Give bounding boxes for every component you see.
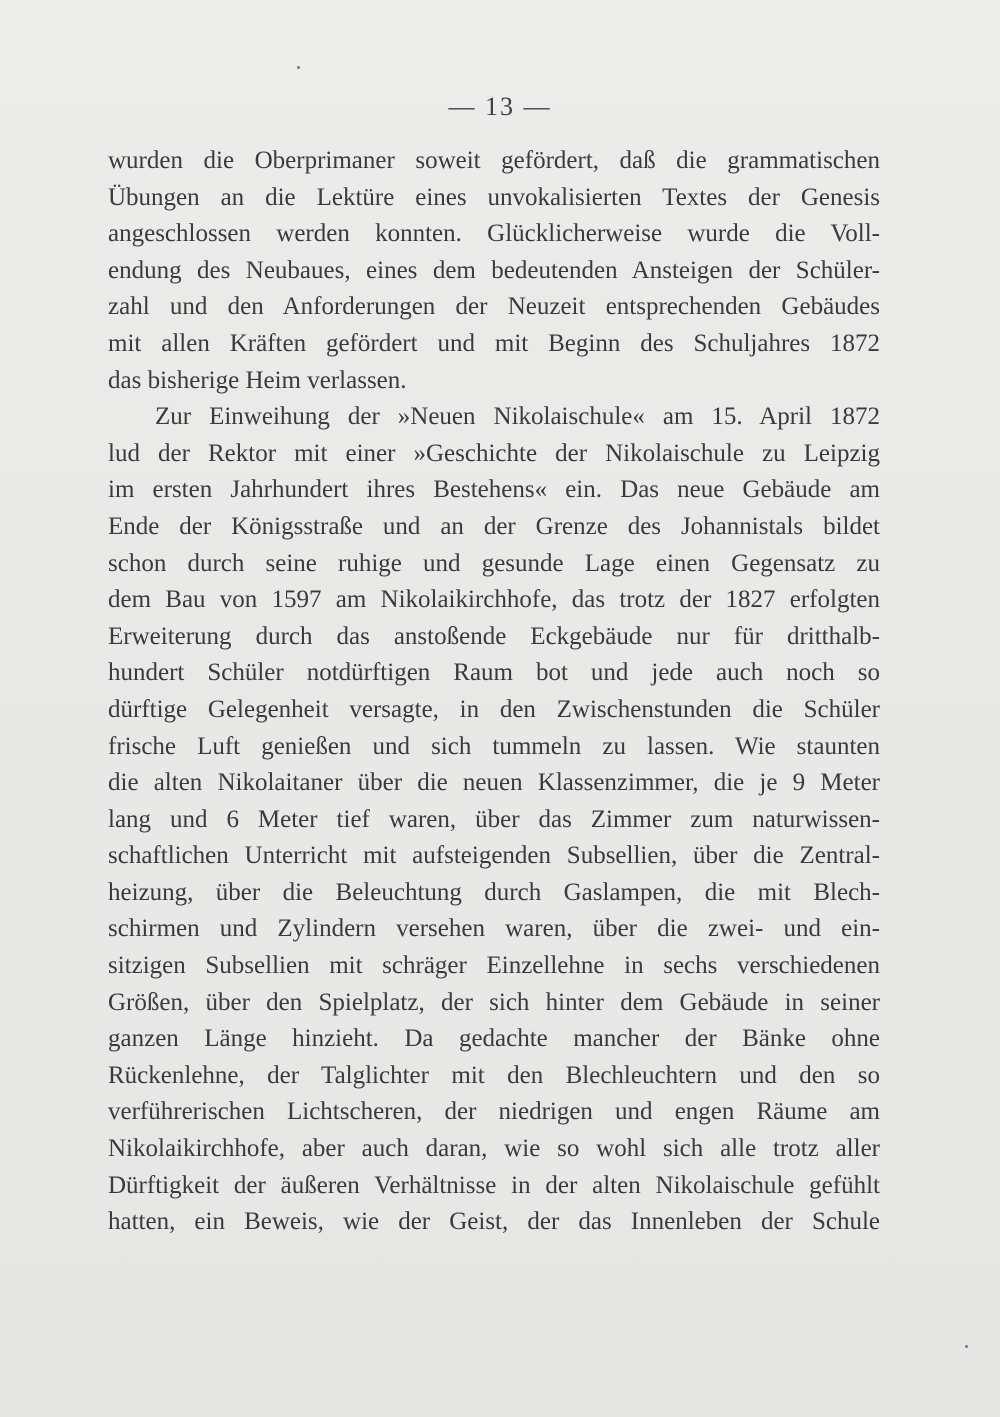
text-line: hatten, ein Beweis, wie der Geist, der das Innenleben der Schule bbox=[108, 1208, 880, 1236]
paragraph-start-line: Zur Einweihung der »Neuen Nikolaischule« am 15. April 1872 bbox=[155, 403, 880, 431]
text-line: lang und 6 Meter tief waren, über das Zimmer zum naturwissen- bbox=[108, 805, 880, 833]
text-line: Dürftigkeit der äußeren Verhältnisse in der alten Nikolaischule gefühlt bbox=[108, 1171, 880, 1199]
text-line: Erweiterung durch das anstoßende Eckgebäude nur für dritthalb- bbox=[108, 622, 880, 650]
text-line: hundert Schüler notdürftigen Raum bot und jede auch noch so bbox=[108, 659, 880, 687]
text-line: die alten Nikolaitaner über die neuen Klassenzimmer, die je 9 Meter bbox=[108, 769, 880, 797]
text-line: verführerischen Lichtscheren, der niedrigen und engen Räume am bbox=[108, 1098, 880, 1126]
text-line: zahl und den Anforderungen der Neuzeit entsprechenden Gebäudes bbox=[108, 293, 880, 321]
text-line: lud der Rektor mit einer »Geschichte der Nikolaischule zu Leipzig bbox=[108, 439, 880, 467]
text-line: dem Bau von 1597 am Nikolaikirchhofe, das trotz der 1827 erfolgten bbox=[108, 586, 880, 614]
text-line: mit allen Kräften gefördert und mit Beginn des Schuljahres 1872 bbox=[108, 329, 880, 357]
page-number: — 13 — bbox=[448, 92, 552, 121]
text-line: schaftlichen Unterricht mit aufsteigenden Subsellien, über die Zentral- bbox=[108, 842, 880, 870]
text-line: endung des Neubaues, eines dem bedeutenden Ansteigen der Schüler- bbox=[108, 256, 880, 284]
text-line: dürftige Gelegenheit versagte, in den Zwischenstunden die Schüler bbox=[108, 695, 880, 723]
text-line: Rückenlehne, der Talglichter mit den Blechleuchtern und den so bbox=[108, 1061, 880, 1089]
text-line: heizung, über die Beleuchtung durch Gaslampen, die mit Blech- bbox=[108, 878, 880, 906]
text-line: Ende der Königsstraße und an der Grenze des Johannistals bildet bbox=[108, 512, 880, 540]
paper-speck bbox=[965, 1345, 968, 1348]
paper-speck bbox=[297, 66, 300, 69]
text-line: im ersten Jahrhundert ihres Bestehens« ein. Das neue Gebäude am bbox=[108, 476, 880, 504]
text-line: Übungen an die Lektüre eines unvokalisierten Textes der Genesis bbox=[108, 183, 880, 211]
text-line: schon durch seine ruhige und gesunde Lage einen Gegensatz zu bbox=[108, 549, 880, 577]
text-line: Größen, über den Spielplatz, der sich hinter dem Gebäude in seiner bbox=[108, 988, 880, 1016]
paragraph-end-line: das bisherige Heim verlassen. bbox=[108, 366, 407, 394]
text-line: sitzigen Subsellien mit schräger Einzellehne in sechs verschiedenen bbox=[108, 952, 880, 980]
body-text bbox=[108, 143, 880, 1241]
text-line: Nikolaikirchhofe, aber auch daran, wie so wohl sich alle trotz aller bbox=[108, 1135, 880, 1163]
text-line: wurden die Oberprimaner soweit gefördert, daß die grammatischen bbox=[108, 147, 880, 174]
text-line: schirmen und Zylindern versehen waren, über die zwei- und ein- bbox=[108, 915, 880, 943]
text-line: frische Luft genießen und sich tummeln zu lassen. Wie staunten bbox=[108, 732, 880, 760]
text-line: angeschlossen werden konnten. Glücklicherweise wurde die Voll- bbox=[108, 220, 880, 248]
text-line: ganzen Länge hinzieht. Da gedachte mancher der Bänke ohne bbox=[108, 1025, 880, 1053]
